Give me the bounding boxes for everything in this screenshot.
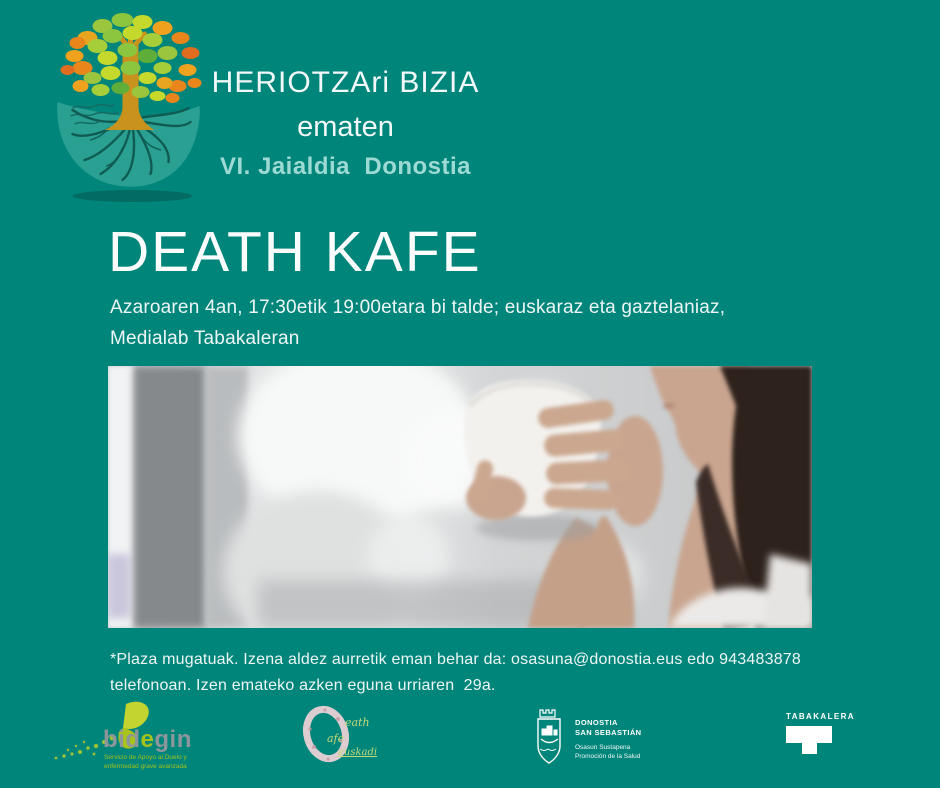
registration-note-line1: *Plaza mugatuak. Izena aldez aurretik eman behar da: osasuna@donostia.eus edo 943483878 <box>110 651 801 668</box>
registration-note <box>110 647 801 699</box>
sponsor-donostia-logo <box>533 706 683 776</box>
header <box>168 66 523 181</box>
bidegin-wordmark <box>103 726 192 754</box>
donostia-city-line2: SAN SEBASTIÁN <box>575 727 642 737</box>
header-title-line2: ematen <box>297 111 394 143</box>
registration-note-line2: telefonoan. Izen emateko azken eguna urriaren 29a. <box>110 676 496 694</box>
event-venue: Medialab Tabakaleran <box>110 328 300 350</box>
death-cafe-word-eath: eath <box>345 716 370 729</box>
donostia-dept-line2: Promoción de la Salud <box>575 752 641 760</box>
bidegin-name-part1: bid <box>103 726 141 753</box>
death-cafe-word-euskadi: euskadi <box>338 747 378 758</box>
sponsor-death-cafe-euskadi-logo <box>298 703 410 769</box>
bidegin-tagline-line1: Servicio de Apoyo al Duelo y <box>104 754 187 761</box>
festival-subtitle: VI. Jaialdia Donostia <box>219 153 472 180</box>
sponsor-tabakalera-logo <box>786 712 906 772</box>
event-title: DEATH KAFE <box>108 220 482 284</box>
event-details <box>110 292 725 355</box>
bidegin-name-part2: e <box>140 726 155 753</box>
event-photo <box>108 366 812 628</box>
death-cafe-word-afe: afe <box>327 732 345 745</box>
donostia-dept-line1: Osasun Sustapena <box>575 743 631 751</box>
event-schedule: Azaroaren 4an, 17:30etik 19:00etara bi talde; euskaraz eta gaztelaniaz, <box>110 297 726 318</box>
tabakalera-wordmark: TABAKALERA <box>786 712 855 721</box>
tabakalera-t-icon <box>786 726 832 754</box>
coffee-photo-illustration <box>108 366 812 628</box>
donostia-text <box>575 718 641 761</box>
bidegin-tagline <box>104 753 187 772</box>
header-title: HERIOTZAri BIZIA <box>211 66 480 99</box>
donostia-crest-icon <box>533 708 565 768</box>
donostia-city-line1: DONOSTIA <box>575 718 618 727</box>
bidegin-name-part3: gin <box>154 726 192 753</box>
bidegin-tagline-line2: enfermedad grave avanzada <box>104 763 187 771</box>
sponsor-bidegin-logo <box>48 698 208 778</box>
